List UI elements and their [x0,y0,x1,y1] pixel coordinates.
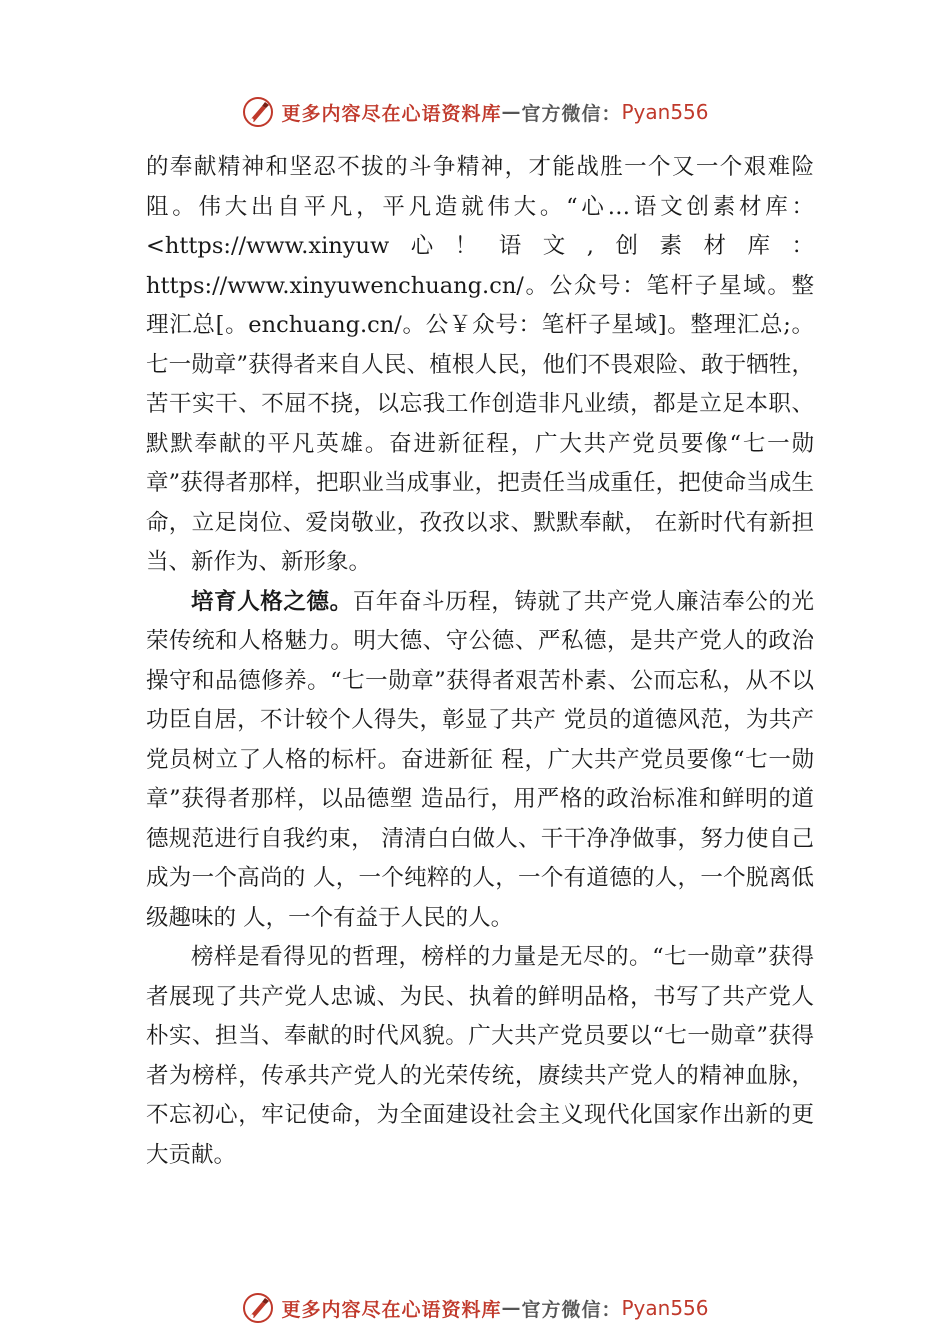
header-brand-separator: — [501,101,522,123]
footer-wechat-id: Pyan556 [621,1296,709,1320]
paragraph-1: 的奉献精神和坚忍不拔的斗争精神，才能战胜一个又一个艰难险阻。伟大出自平凡，平凡造就伟大。“心…语文创素材库：<https://www.xinyuw心！语文,创素材库：https://www.xinyuwenchuang.cn/。公众号：笔杆子星域。整理汇总[。enchuang.cn/。公￥众号：笔杆子星域]。整理汇总;。七一勋章”获得者来自人民、植根人民，他们不畏艰险、敢于牺牲，苦干实干、不屈不挠，以忘我工作创造非凡业绩，都是立足本职、默默奉献的平凡英雄。奋进新征程，广大共产党员要像“七一勋章”获得者那样，把职业当成事业，把责任当成重任，把使命当成生命，立足岗位、爱岗敬业，孜孜以求、默默奉献， 在新时代有新担当、新作为、新形象。 [146,154,814,575]
footer-brand-name: 更多内容尽在心语资料库 [281,1298,502,1321]
footer-watermark-banner [0,1288,950,1328]
header-wechat-label: 官方微信： [521,102,622,125]
paragraph-2-lead: 培育人格之德。 [191,588,353,615]
header-brand-name: 更多内容尽在心语资料库 [281,102,502,125]
pen-nib-logo-icon [241,95,275,129]
paragraph-2-text: 百年奋斗历程，铸就了共产党人廉洁奉公的光荣传统和人格魅力。明大德、守公德、严私德，是共产党人的政治操守和品德修养。“七一勋章”获得者艰苦朴素、公而忘私，从不以功臣自居，不计较个人得失，彰显了共产 党员的道德风范，为共产党员树立了人格的标杆。奋进新征 程，广大共产党员要像“七一勋章”获得者那样，以品德塑 造品行，用严格的政治标准和鲜明的道德规范进行自我约束， 清清白白做人、干干净净做事，努力使自己成为一个高尚的 人，一个纯粹的人，一个有道德的人，一个脱离低级趣味的 人，一个有益于人民的人。 [146,588,814,931]
footer-wechat-label: 官方微信： [521,1298,622,1321]
document-body [146,148,814,1175]
header-watermark-banner [0,92,950,132]
header-wechat-id: Pyan556 [621,100,709,124]
footer-brand-separator: — [501,1297,522,1319]
paragraph-3: 榜样是看得见的哲理，榜样的力量是无尽的。“七一勋章”获得者展现了共产党人忠诚、为民、执着的鲜明品格，书写了共产党人朴实、担当、奉献的时代风貌。广大共产党员要以“七一勋章”获得者为榜样，传承共产党人的光荣传统，赓续共产党人的精神血脉，不忘初心，牢记使命，为全面建设社会主义现代化国家作出新的更大贡献。 [146,944,814,1168]
paragraph-2 [146,583,814,939]
pen-nib-logo-icon [241,1291,275,1325]
